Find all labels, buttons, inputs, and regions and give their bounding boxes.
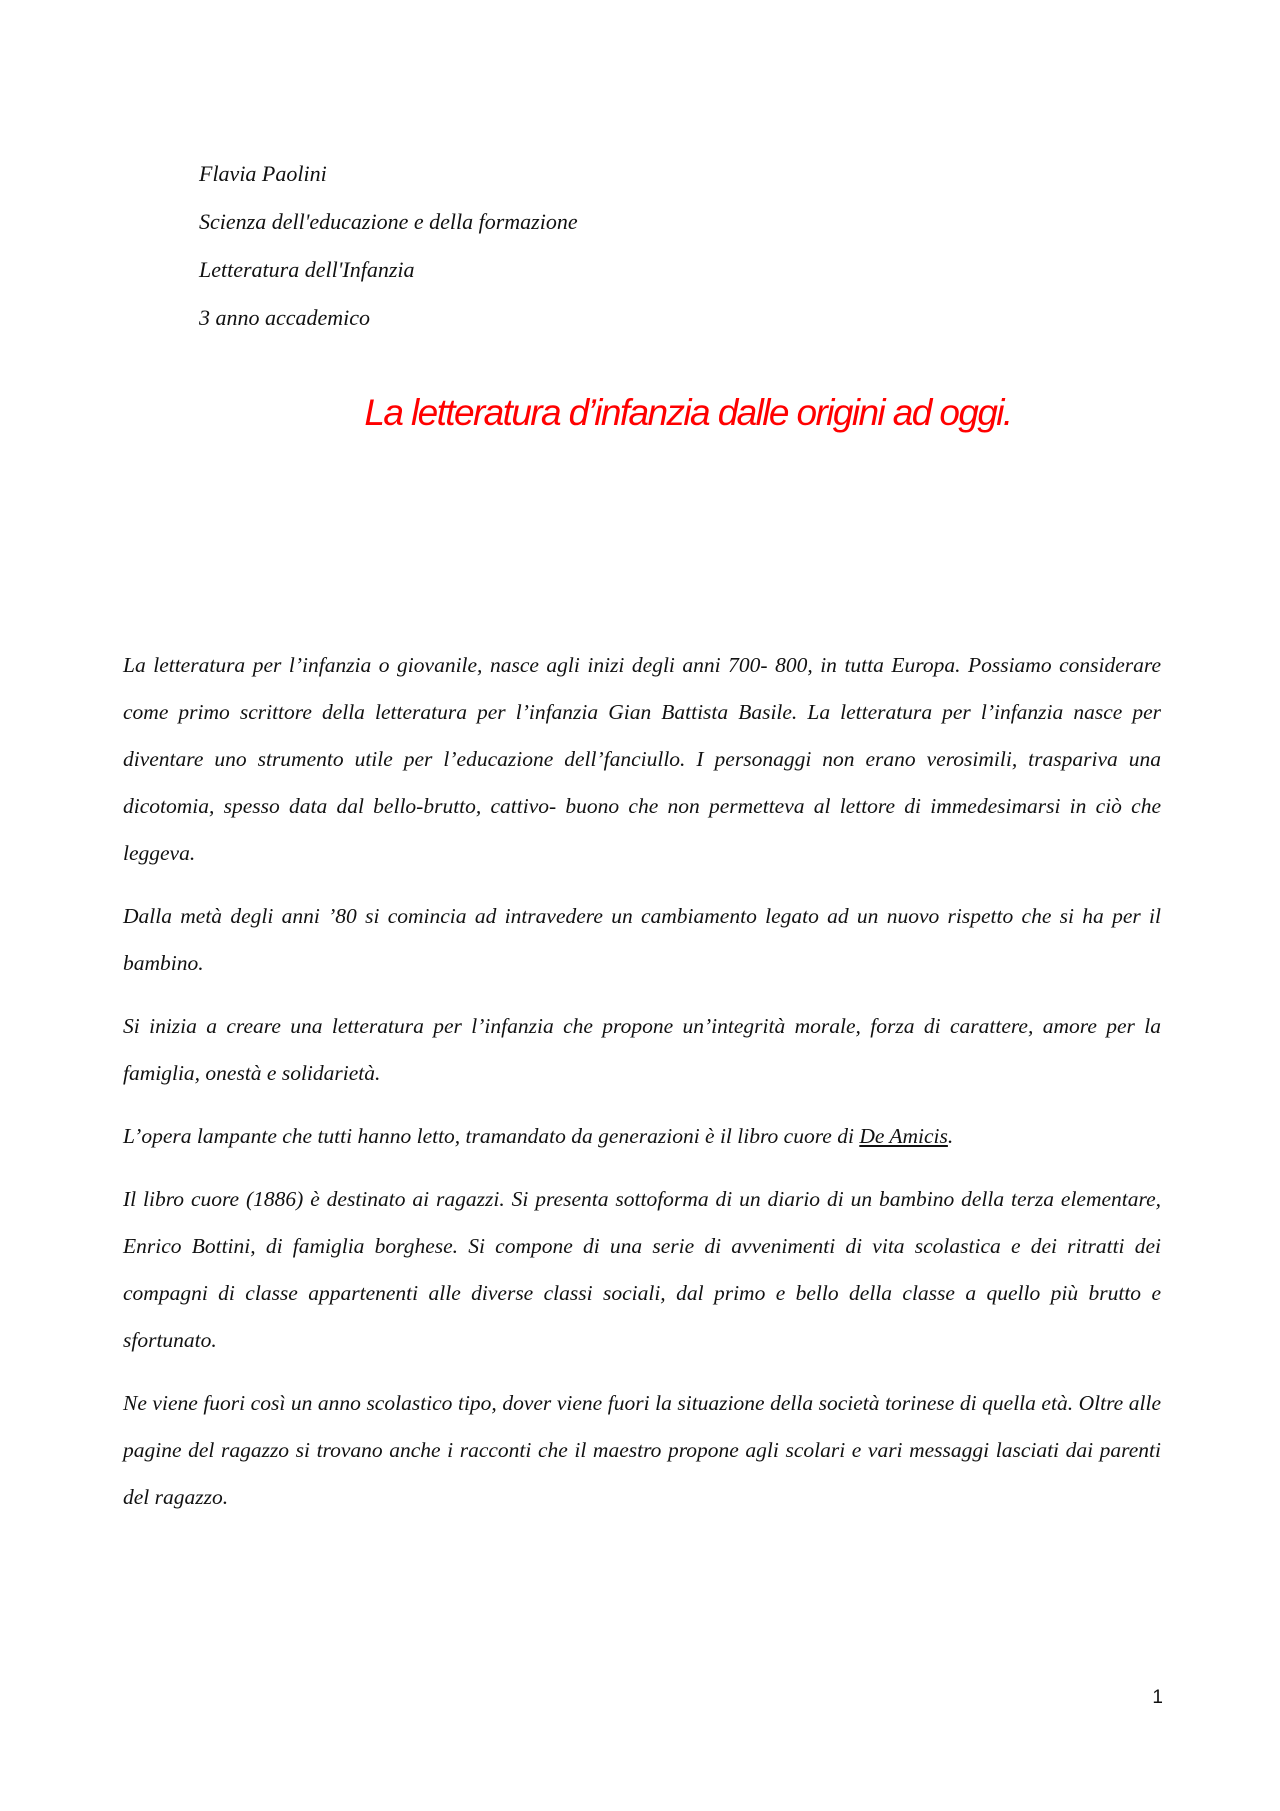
degree-program: Scienza dell'educazione e della formazione bbox=[199, 209, 578, 234]
paragraph-eighties: Dalla metà degli anni ’80 si comincia ad intravedere un cambiamento legato ad un nuovo rispetto che si ha per il bambino. bbox=[123, 904, 1161, 975]
de-amicis-link[interactable]: De Amicis bbox=[859, 1124, 948, 1148]
page-number: 1 bbox=[1152, 1687, 1163, 1708]
paragraph-de-amicis bbox=[123, 1113, 1161, 1160]
document-body bbox=[123, 642, 1161, 1537]
author-name: Flavia Paolini bbox=[199, 161, 327, 186]
paragraph-morality: Si inizia a creare una letteratura per l’infanzia che propone un’integrità morale, forza di carattere, amore per la famiglia, onestà e solidarietà. bbox=[123, 1014, 1161, 1085]
course-name: Letteratura dell'Infanzia bbox=[199, 257, 415, 282]
paragraph-libro-cuore: Il libro cuore (1886) è destinato ai ragazzi. Si presenta sottoforma di un diario di un bambino della terza elementare, Enrico Bottini, di famiglia borghese. Si compone di una serie di avvenimenti di vita scolastica e dei ritratti dei compagni di classe appartenenti alle diverse classi sociali, dal primo e bello della classe a quello più brutto e sfortunato. bbox=[123, 1187, 1161, 1352]
paragraph-de-amicis-text: L’opera lampante che tutti hanno letto, tramandato da generazioni è il libro cuore di bbox=[123, 1124, 860, 1148]
paragraph-school-year: Ne viene fuori così un anno scolastico tipo, dover viene fuori la situazione della società torinese di quella età. Oltre alle pagine del ragazzo si trovano anche i racconti che il maestro propone agli scolari e vari messaggi lasciati dai parenti del ragazzo. bbox=[123, 1391, 1161, 1509]
academic-year: 3 anno accademico bbox=[199, 305, 371, 330]
document-header bbox=[199, 150, 578, 342]
paragraph-origins: La letteratura per l’infanzia o giovanile, nasce agli inizi degli anni 700- 800, in tutta Europa. Possiamo considerare come primo scrittore della letteratura per l’infanzia Gian Battista Basile. La letteratura per l’infanzia nasce per diventare uno strumento utile per l’educazione dell’fanciullo. I personaggi non erano verosimili, traspariva una dicotomia, spesso data dal bello-brutto, cattivo- buono che non permetteva al lettore di immedesimarsi in ciò che leggeva. bbox=[123, 653, 1161, 865]
paragraph-de-amicis-end: . bbox=[947, 1124, 954, 1148]
document-title: La letteratura d’infanzia dalle origini ad oggi. bbox=[364, 392, 1012, 433]
